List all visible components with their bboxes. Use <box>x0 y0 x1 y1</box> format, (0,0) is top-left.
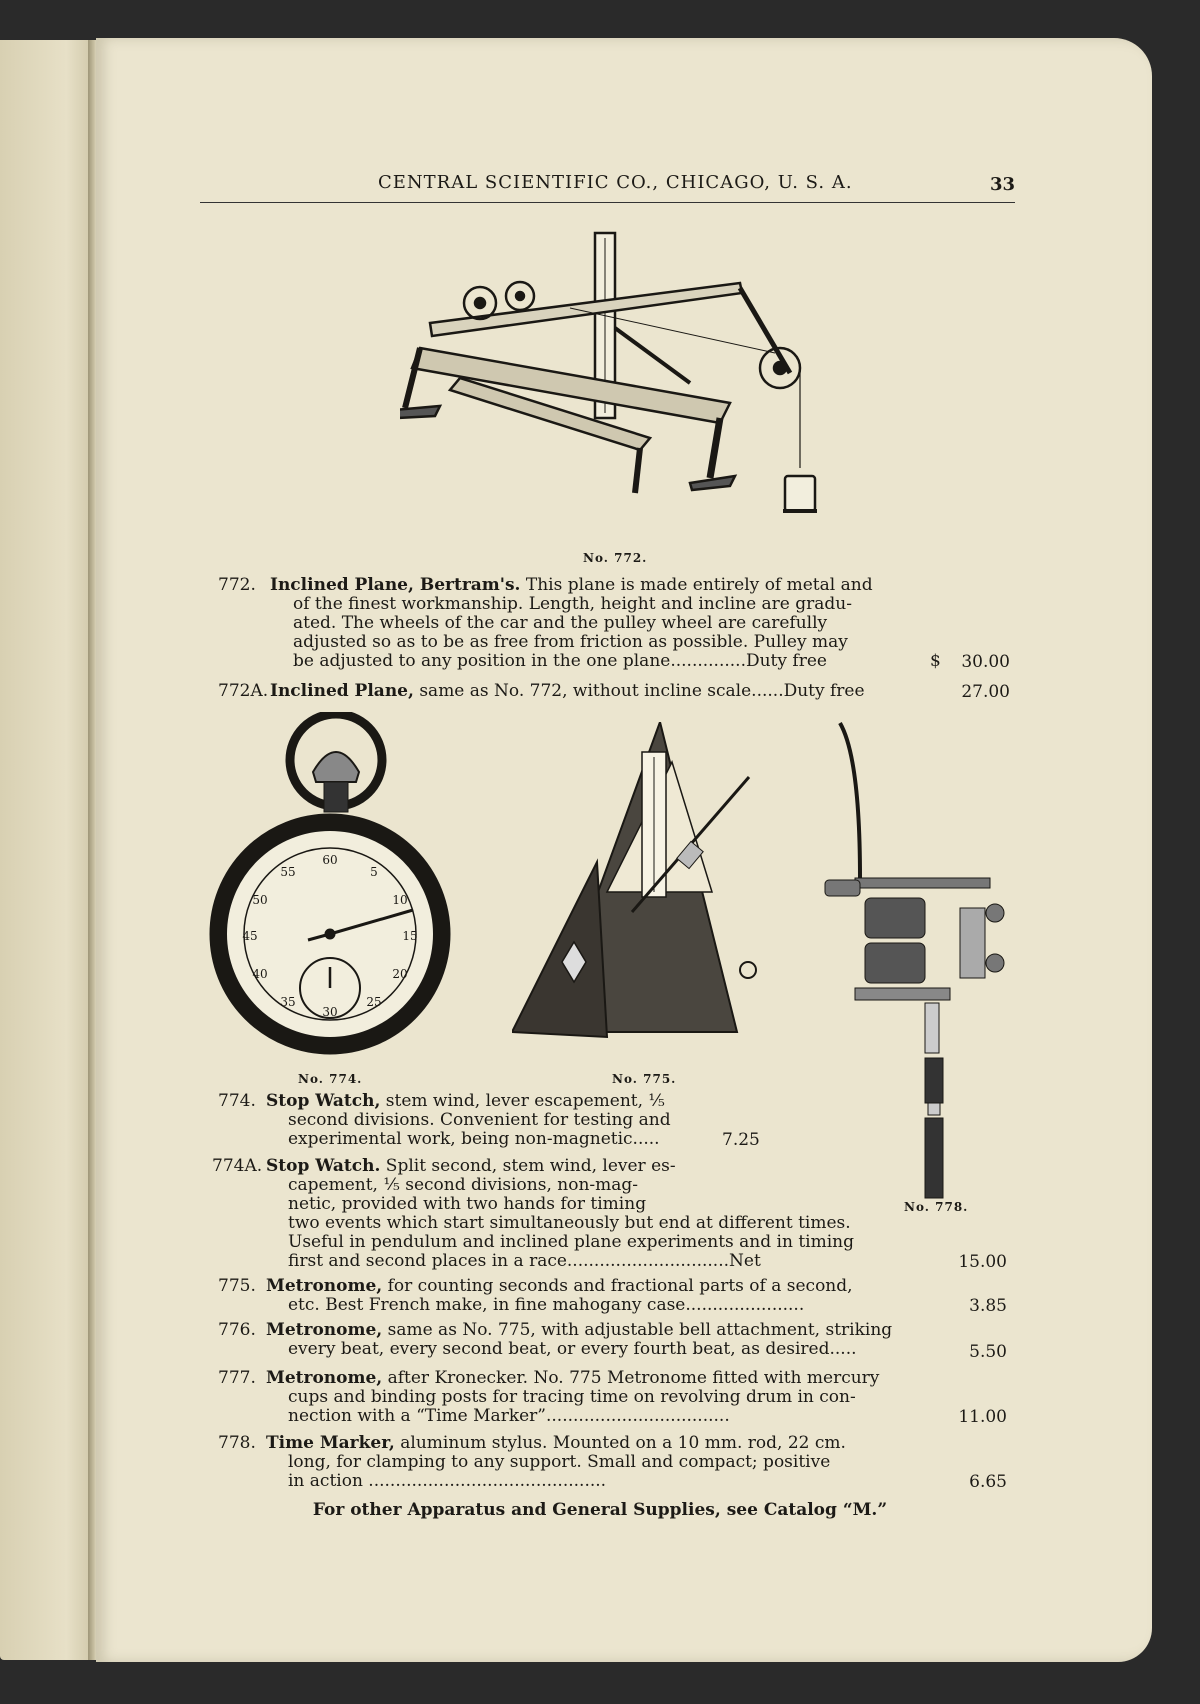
entry-774A <box>212 1157 952 1277</box>
entry-number: 776. <box>218 1320 256 1340</box>
page-number: 33 <box>989 174 1015 195</box>
entry-line: every beat, every second beat, or every fourth beat, as desired..... <box>288 1339 857 1359</box>
price-774: 7.25 <box>722 1130 760 1150</box>
entry-774 <box>218 1092 738 1152</box>
entry-line: aluminum stylus. Mounted on a 10 mm. rod, 22 cm. <box>400 1433 846 1453</box>
figure-caption-775: No. 775. <box>612 1072 677 1086</box>
entry-line: long, for clamping to any support. Small and compact; positive <box>288 1452 831 1472</box>
dial-number: 50 <box>252 893 268 907</box>
entry-name: Metronome, <box>266 1320 383 1340</box>
currency-symbol: $ <box>930 651 941 671</box>
dial-number: 5 <box>370 865 378 879</box>
entry-number: 775. <box>218 1276 256 1296</box>
dial-number: 25 <box>366 995 382 1009</box>
entry-line: for counting seconds and fractional parts of a second, <box>387 1276 853 1296</box>
dial-number: 55 <box>280 865 296 879</box>
entry-775 <box>218 1277 958 1319</box>
figure-caption-778: No. 778. <box>904 1200 969 1214</box>
dial-number: 35 <box>280 995 296 1009</box>
dial-number: 45 <box>242 929 258 943</box>
header-title: CENTRAL SCIENTIFIC CO., CHICAGO, U. S. A. <box>378 172 853 193</box>
price-776: 5.50 <box>969 1342 1007 1362</box>
entry-name: Stop Watch. <box>266 1156 381 1176</box>
time-marker-illustration <box>815 718 1015 1203</box>
stop-watch-illustration <box>208 712 453 1062</box>
entry-name: Inclined Plane, Bertram's. <box>270 575 521 595</box>
entry-line: adjusted so as to be as free from friction as possible. Pulley may <box>293 632 848 652</box>
entry-number: 777. <box>218 1368 256 1388</box>
entry-line: netic, provided with two hands for timing <box>288 1194 647 1214</box>
entry-name: Metronome, <box>266 1368 383 1388</box>
entry-line: stem wind, lever escapement, ⅕ <box>385 1091 665 1111</box>
inclined-plane-illustration <box>400 228 820 558</box>
entry-name: Metronome, <box>266 1276 383 1296</box>
entry-line: same as No. 775, with adjustable bell attachment, striking <box>387 1320 893 1340</box>
price-772A: 27.00 <box>961 682 1010 702</box>
entry-776 <box>218 1321 958 1363</box>
entry-line: of the finest workmanship. Length, height and incline are gradu- <box>293 594 852 614</box>
entry-number: 772A. <box>218 681 269 701</box>
price-777: 11.00 <box>958 1407 1007 1427</box>
entry-line: be adjusted to any position in the one plane..............Duty free <box>293 651 827 671</box>
entry-number: 774. <box>218 1091 256 1111</box>
metronome-illustration <box>512 722 772 1062</box>
entry-line: same as No. 772, without incline scale......Duty free <box>419 681 865 701</box>
entry-line: ated. The wheels of the car and the pulley wheel are carefully <box>293 613 828 633</box>
entry-line: in action ............................................ <box>288 1471 607 1491</box>
left-page-edge <box>0 40 95 1660</box>
dial-number: 30 <box>322 1005 338 1019</box>
entry-line: second divisions. Convenient for testing and <box>288 1110 671 1130</box>
entry-number: 778. <box>218 1433 256 1453</box>
entry-number: 774A. <box>212 1156 263 1176</box>
entry-line: capement, ⅕ second divisions, non-mag- <box>288 1175 639 1195</box>
dial-number: 40 <box>252 967 268 981</box>
entry-line: Useful in pendulum and inclined plane experiments and in timing <box>288 1232 854 1252</box>
entry-name: Time Marker, <box>266 1433 395 1453</box>
entry-772 <box>218 576 1018 676</box>
entry-line: nection with a “Time Marker”.................................. <box>288 1406 730 1426</box>
entry-line: cups and binding posts for tracing time on revolving drum in con- <box>288 1387 856 1407</box>
entry-line: first and second places in a race..............................Net <box>288 1251 761 1271</box>
entry-line: experimental work, being non-magnetic..... <box>288 1129 660 1149</box>
entry-line: This plane is made entirely of metal and <box>525 575 873 595</box>
entry-line: after Kronecker. No. 775 Metronome fitted with mercury <box>387 1368 880 1388</box>
price-772: 30.00 <box>961 652 1010 672</box>
price-778: 6.65 <box>969 1472 1007 1492</box>
entry-772A <box>218 682 958 704</box>
entry-777 <box>218 1369 958 1429</box>
running-header <box>200 172 1015 203</box>
entry-name: Inclined Plane, <box>270 681 414 701</box>
figure-caption-774: No. 774. <box>298 1072 363 1086</box>
footer-note: For other Apparatus and General Supplies, see Catalog “M.” <box>312 1500 888 1520</box>
entry-number: 772. <box>218 575 256 595</box>
dial-number: 60 <box>322 853 338 867</box>
figure-caption-772: No. 772. <box>583 551 648 565</box>
dial-number: 10 <box>392 893 408 907</box>
price-775: 3.85 <box>969 1296 1007 1316</box>
price-774A: 15.00 <box>958 1252 1007 1272</box>
entry-778 <box>218 1434 958 1494</box>
entry-name: Stop Watch, <box>266 1091 381 1111</box>
entry-line: two events which start simultaneously but end at different times. <box>288 1213 851 1233</box>
dial-number: 15 <box>402 929 418 943</box>
dial-number: 20 <box>392 967 408 981</box>
entry-line: Split second, stem wind, lever es- <box>385 1156 676 1176</box>
entry-line: etc. Best French make, in fine mahogany case...................... <box>288 1295 805 1315</box>
